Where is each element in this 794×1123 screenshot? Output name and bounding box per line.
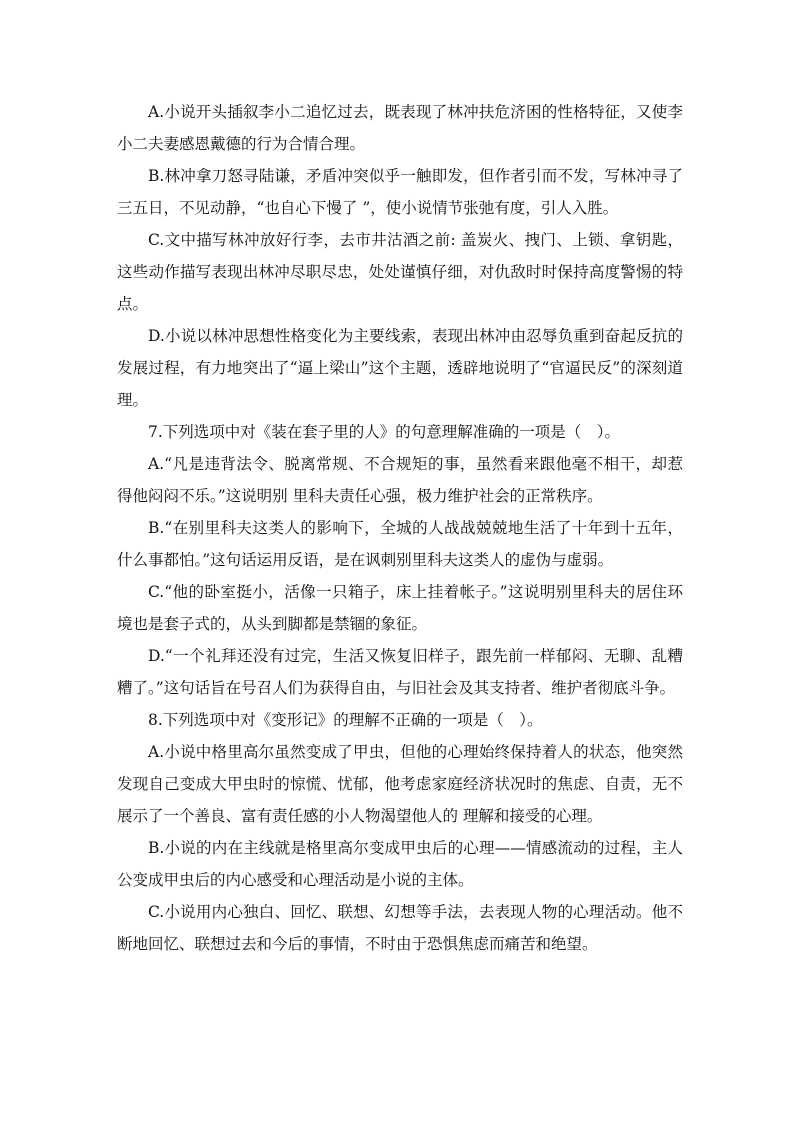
document-page (117, 96, 683, 960)
option-8b: B.小说的内在主线就是格里高尔变成甲虫后的心理——情感流动的过程，主人公变成甲虫后的内心感受和心理活动是小说的主体。 (117, 839, 683, 889)
question-7: 7.下列选项中对《装在套子里的人》的句意理解准确的一项是（ ）。 (148, 423, 621, 441)
option-6c: C.文中描写林冲放好行李，去市井沽酒之前: 盖炭火、拽门、上锁、拿钥匙，这些动作描写表现出林冲尽职尽忠，处处谨慎仔细，对仇敌时时保持高度警惕的特点。 (117, 231, 683, 313)
option-6b: B.林冲拿刀怒寻陆谦，矛盾冲突似乎一触即发，但作者引而不发，写林冲寻了三五日，不见动静，“也自心下慢了 ”，使小说情节张弛有度，引人入胜。 (117, 167, 683, 217)
question-8: 8.下列选项中对《变形记》的理解不正确的一项是（ ）。 (148, 711, 543, 729)
option-6d: D.小说以林冲思想性格变化为主要线索，表现出林冲由忍辱负重到奋起反抗的发展过程，有力地突出了“逼上梁山”这个主题，透辟地说明了“官逼民反”的深刻道理。 (117, 327, 683, 409)
option-8c: C.小说用内心独白、回忆、联想、幻想等手法，去表现人物的心理活动。他不断地回忆、联想过去和今后的事情，不时由于恐惧焦虑而痛苦和绝望。 (117, 903, 683, 953)
option-7c: C.“他的卧室挺小，活像一只箱子，床上挂着帐子。”这说明别里科夫的居住环境也是套子式的，从头到脚都是禁锢的象征。 (117, 583, 683, 633)
option-7b: B.“在别里科夫这类人的影响下，全城的人战战兢兢地生活了十年到十五年，什么事都怕。”这句话运用反语，是在讽刺别里科夫这类人的虚伪与虚弱。 (117, 519, 683, 569)
option-7a: A.“凡是违背法令、脱离常规、不合规矩的事，虽然看来跟他毫不相干，却惹得他闷闷不乐。”这说明别 里科夫责任心强，极力维护社会的正常秩序。 (117, 455, 683, 505)
option-8a: A.小说中格里高尔虽然变成了甲虫，但他的心理始终保持着人的状态，他突然发现自己变成大甲虫时的惊慌、忧郁，他考虑家庭经济状况时的焦虑、自责，无不展示了一个善良、富有责任感的小人物渴望他人的 理解和接受的心理。 (117, 743, 683, 825)
option-7d: D.“一个礼拜还没有过完，生活又恢复旧样子，跟先前一样郁闷、无聊、乱糟糟了。”这句话旨在号召人们为获得自由，与旧社会及其支持者、维护者彻底斗争。 (117, 647, 683, 697)
option-6a: A.小说开头插叙李小二追忆过去，既表现了林冲扶危济困的性格特征，又使李小二夫妻感恩戴德的行为合情合理。 (117, 103, 683, 153)
